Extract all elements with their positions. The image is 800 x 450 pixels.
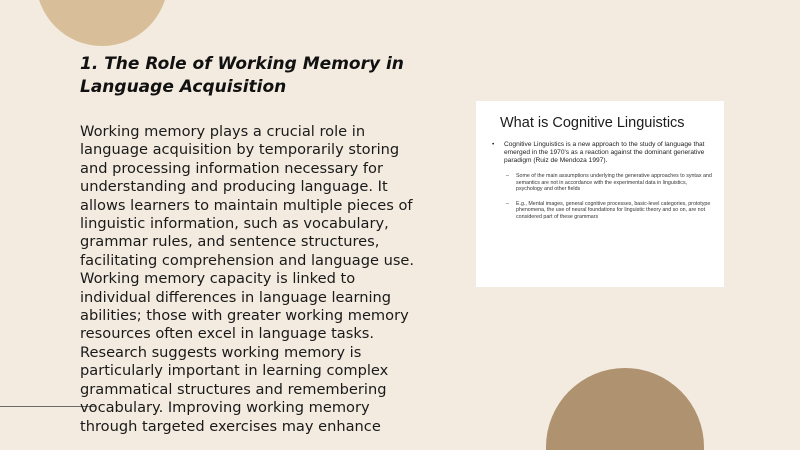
embedded-slide-bullet-text: Cognitive Linguistics is a new approach to the study of language that emerged in the 1970's as a reaction against the dominant generative paradigm (Ruiz de Mendoza 1997). (504, 141, 705, 164)
sub-bullet-marker-icon: – (506, 200, 509, 207)
slide-title: 1. The Role of Working Memory in Language Acquisition (80, 54, 404, 97)
embedded-slide-sub-item (504, 173, 714, 193)
embedded-slide-bullet (490, 141, 714, 165)
decorative-circle-bottom (546, 368, 704, 450)
embedded-slide-sub-item-text: E.g., Mental images, general cognitive processes, basic-level categories, prototype phenomena, the use of neural foundations for linguistic theory and so on, are not considered part of these grammars (516, 200, 711, 220)
embedded-slide-image (476, 101, 724, 287)
embedded-slide-title: What is Cognitive Linguistics (500, 115, 685, 131)
slide-body-text: Working memory plays a crucial role in language acquisition by temporarily storing and processing information necessary for understanding and producing language. It allows learners to maintain multiple pieces of linguistic information, such as vocabulary, grammar rules, and sentence structures, facilitating comprehension and language use. Working memory capacity is linked to individual differences in language learning abilities; those with greater working memory resources often excel in language tasks. Research suggests working memory is particularly important in learning complex grammatical structures and remembering vocabulary. Improving working memory through targeted exercises may enhance (80, 123, 415, 435)
embedded-slide-sub-item-text: Some of the main assumptions underlying the generative approaches to syntax and semantics are not in accordance with the experimental data in linguistics, psychology and other fields (516, 173, 712, 193)
embedded-slide-sub-item (504, 201, 714, 221)
decorative-circle-top (36, 0, 168, 46)
bullet-marker-icon: • (492, 141, 495, 148)
sub-bullet-marker-icon: – (506, 173, 509, 179)
